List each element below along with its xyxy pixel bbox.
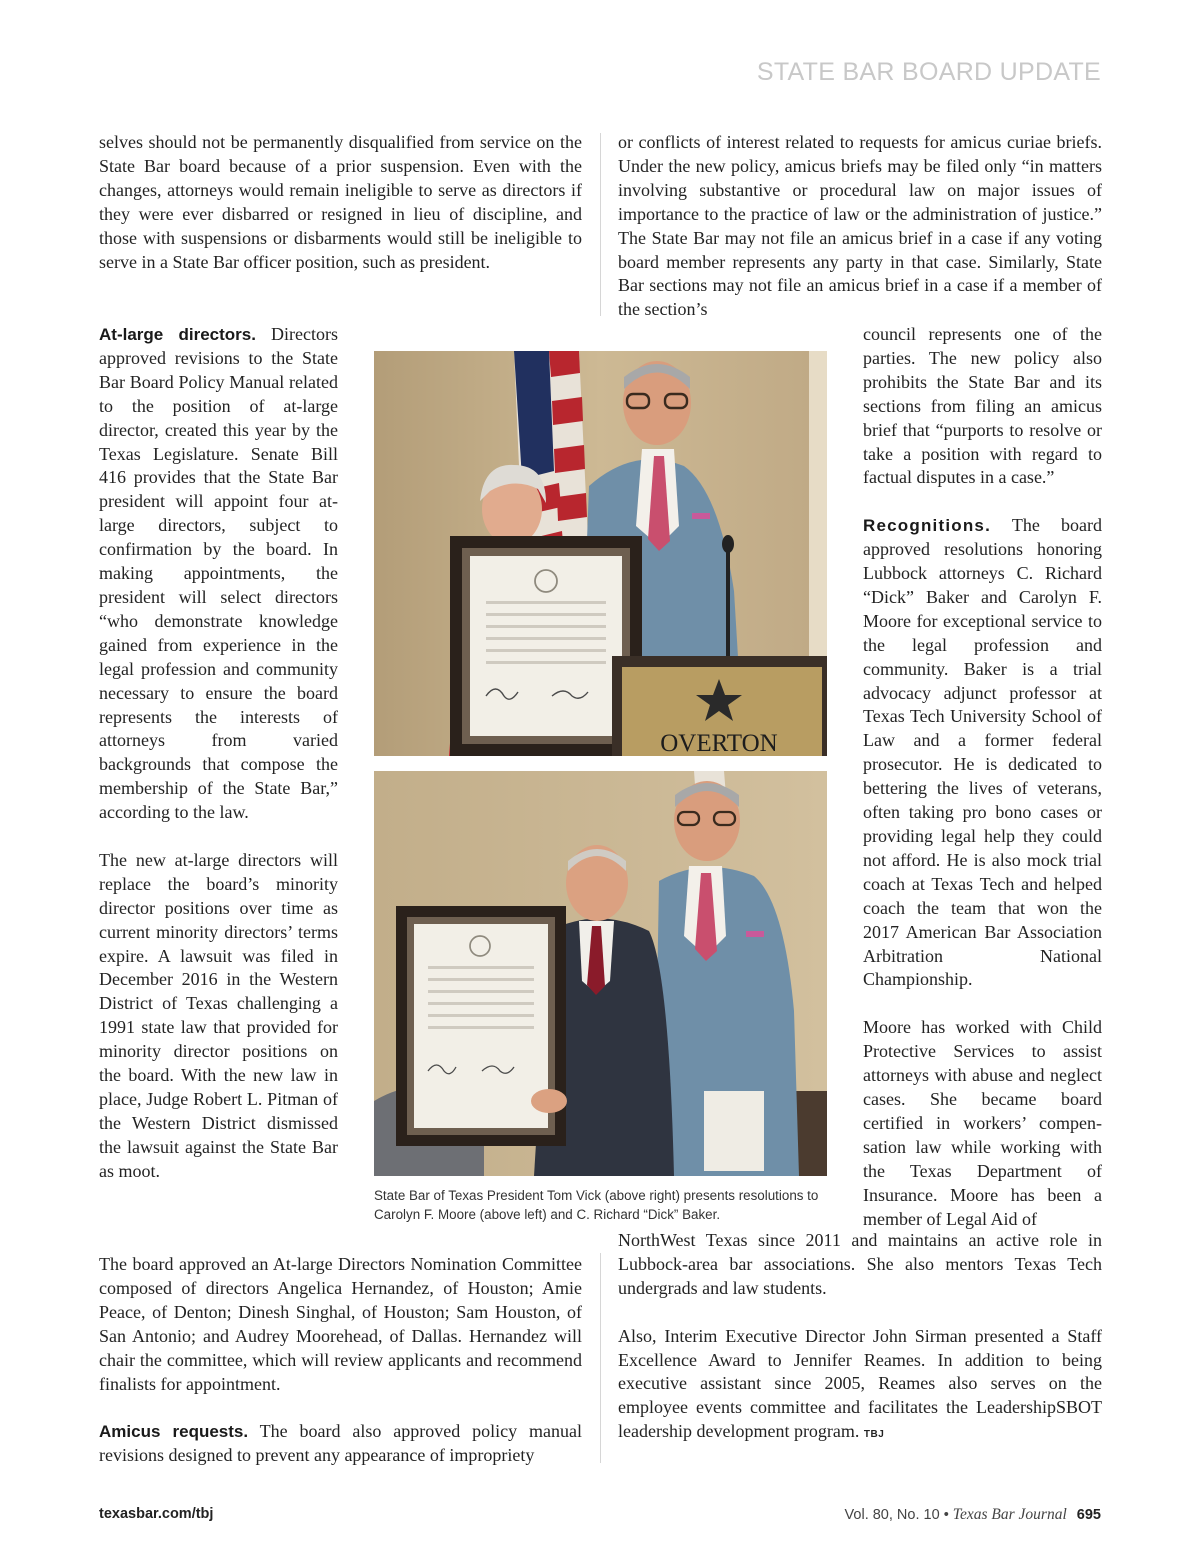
article-column-left-narrow [99, 323, 338, 1184]
photo-vick-baker [374, 771, 827, 1176]
footer-website: texasbar.com/tbj [99, 1506, 214, 1522]
footer-journal-name: Texas Bar Journal [952, 1506, 1067, 1523]
at-large-text-1: Directors approved revisions to the State Bar Board Policy Manual related to the position of at-large director, created this year by the Texas Legislature. Senate Bill 416 provides that the State Bar president will appoint four at-large directors, subject to confirmation by the board. In making appointments, the president will select directors “who demonstrate knowledge gained from experience in the legal profession and community necessary to ensure the board represents the interests of attorneys from varied backgrounds that compose the membership of the State Bar,” according to the law. [99, 324, 338, 823]
article-column-left-bottom [99, 1253, 582, 1468]
footer-bullet: • [943, 1507, 949, 1523]
column-divider-bottom [600, 1253, 601, 1463]
article-column-right-bottom [618, 1229, 1102, 1447]
footer-volume: Vol. 80, No. 10 [844, 1507, 940, 1523]
recognitions-heading: Recognitions. [863, 516, 991, 536]
paragraph-at-large-1 [99, 323, 338, 825]
photo-vick-moore [374, 351, 827, 756]
article-column-right-narrow [863, 323, 1102, 1231]
photo-vick-moore-illustration [374, 351, 827, 756]
article-column-left-top [99, 131, 582, 274]
paragraph-amicus-continued: or conflicts of interest related to requests for amicus curiae briefs. Under the new policy, amicus briefs may be filed only “in matters involving substantive or procedural law on major issues of importance to the practice of law or the administration of justice.” The State Bar may not file an amicus brief in a case if any voting board member represents any party in that case. Similarly, State Bar sections may not file an amicus brief in a case if a member of the section’s [618, 132, 1102, 320]
podium-sign-text: OVERTON [660, 730, 778, 756]
footer-page-number: 695 [1076, 1507, 1101, 1523]
paragraph-at-large-2: The new at-large directors will replace the board’s minority director positions over time as current minority directors’ terms expire. A lawsuit was filed in December 2016 in the Western District of Texas challenging a 1991 state law that provided for minority director positions on the board. With the new law in place, Judge Robert L. Pitman of the Western District dismissed the lawsuit against the State Bar as moot. [99, 849, 338, 1181]
podium-overton [612, 656, 827, 756]
article-column-right-top [618, 131, 1102, 322]
section-title: STATE BAR BOARD UPDATE [756, 58, 1101, 86]
footer-publication-info [845, 1506, 1101, 1524]
amicus-text-1: The board also approved policy manual revisions designed to prevent any appearance of impropriety [99, 1421, 582, 1466]
paragraph-staff-award [618, 1325, 1102, 1448]
photo-caption: State Bar of Texas President Tom Vick (above right) presents resolutions to Carolyn F. Moore (above left) and C. Richard “Dick” Baker. [374, 1188, 819, 1222]
staff-award-text: Also, Interim Executive Director John Sirman presented a Staff Excellence Award to Jennifer Reames. In addition to being executive assistant since 2005, Reames also serves on the employee events committee and facilitates the LeadershipSBOT leadership development program. [618, 1325, 1102, 1442]
paragraph-eligibility: selves should not be permanently disqualified from service on the State Bar board because of a prior suspension. Even with the changes, attorneys would remain ineligible to serve as directors if they were ever disbarred or resigned in lieu of discipline, and those with suspensions or disbarments would still be ineligible to serve in a State Bar officer position, such as president. [99, 132, 582, 272]
recognitions-text-1: The board approved resolutions honoring Lubbock attorneys C. Richard “Dick” Baker and Carolyn F. Moore for exceptional service to the legal profession and community. Baker is a trial advocacy adjunct professor at Texas Tech University School of Law and a former federal prosecutor. He is dedicated to bettering the lives of veterans, often taking pro bono cases or providing legal help they could not afford. He is also mock trial coach at Texas Tech and helped coach the team that won the 2017 American Bar Association Arbitration National Championship. [863, 515, 1102, 990]
amicus-heading: Amicus requests. [99, 1422, 249, 1442]
paragraph-recognitions-2: Moore has worked with Child Protective Services to assist attorneys with abuse and neglect cases. She became board certified in workers’ compensation law while working with the Texas Department of Insurance. Moore has been a member of Legal Aid of [863, 1017, 1102, 1229]
paragraph-amicus-1 [99, 1420, 582, 1468]
paragraph-recognitions-1 [863, 514, 1102, 992]
paragraph-amicus-end: council represents one of the parties. The new policy also prohibits the State Bar and its sections from filing an amicus brief that “purports to resolve or take a position with regard to factual disputes in a case.” [863, 324, 1102, 488]
paragraph-nomination-committee: The board approved an At-large Directors Nomination Committee composed of directors Angelica Hernandez, of Houston; Amie Peace, of Denton; Dinesh Singhal, of Houston; Sam Houston, of San Antonio; and Audrey Moorehead, of Dallas. Hernandez will chair the committee, which will review applicants and recommend finalists for appointment. [99, 1254, 582, 1394]
at-large-heading: At-large directors. [99, 325, 256, 344]
column-divider-top [600, 133, 601, 316]
paragraph-moore-continued: NorthWest Texas since 2011 and maintains an active role in Lubbock-area bar associations. She also mentors Texas Tech undergrads and law students. [618, 1230, 1102, 1298]
end-of-article-mark: TBJ [863, 1429, 885, 1441]
photo-vick-baker-illustration [374, 771, 827, 1176]
